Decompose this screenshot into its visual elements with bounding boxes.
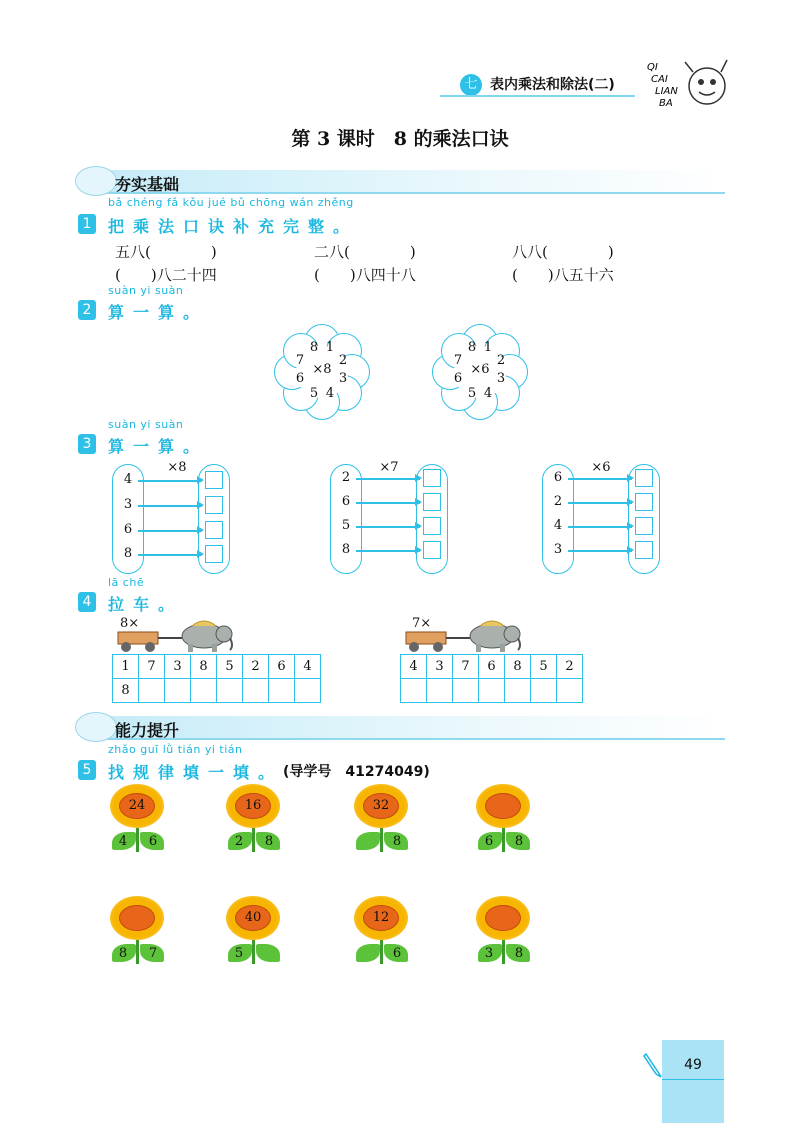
answer-box[interactable] xyxy=(423,493,441,511)
answer-box[interactable] xyxy=(635,517,653,535)
petal-number: 3 xyxy=(496,371,506,386)
grid-cell: 8 xyxy=(113,679,139,703)
sunflower-center[interactable] xyxy=(485,793,521,819)
grid-cell[interactable] xyxy=(217,679,243,703)
pencil-icon xyxy=(642,1050,664,1080)
q5-guide-number: (导学号 41274049) xyxy=(283,764,430,780)
grid-cell[interactable] xyxy=(531,679,557,703)
q2-pinyin: suàn yi suàn xyxy=(108,284,184,297)
logo-text: LIAN xyxy=(655,86,678,97)
mapping-input: 8 xyxy=(341,542,351,557)
q1-instruction: 把乘法口诀补充完整。 xyxy=(108,217,359,236)
petal-number: 5 xyxy=(467,386,477,401)
sunflower-puzzle xyxy=(108,784,168,854)
petal-number: 2 xyxy=(496,353,506,368)
series-logo xyxy=(645,48,730,118)
train-2-grid xyxy=(400,654,583,703)
mapping-operator: ×6 xyxy=(591,460,611,475)
answer-box[interactable] xyxy=(423,517,441,535)
cloud-mascot-icon xyxy=(75,166,117,196)
left-leaf-value: 8 xyxy=(118,946,128,961)
grid-cell[interactable] xyxy=(191,679,217,703)
logo-text: BA xyxy=(659,98,673,109)
grid-cell[interactable] xyxy=(427,679,453,703)
mapping-input: 5 xyxy=(341,518,351,533)
right-leaf-value: 6 xyxy=(392,946,402,961)
section-banner-basic xyxy=(75,166,725,196)
sunflower-puzzle xyxy=(224,896,284,966)
petal-number: 8 xyxy=(467,340,477,355)
mapping-operator: ×7 xyxy=(379,460,399,475)
center-value: 32 xyxy=(372,798,390,813)
petal-number: 4 xyxy=(325,386,335,401)
q1-blank-4[interactable]: ( )八二十四 xyxy=(115,266,217,284)
right-leaf-value: 8 xyxy=(392,834,402,849)
answer-box[interactable] xyxy=(423,469,441,487)
center-value: 12 xyxy=(372,910,390,925)
q5-pinyin: zhǎo guī lǜ tián yi tián xyxy=(108,743,243,756)
q4-instruction: 拉车。 xyxy=(108,595,184,614)
left-leaf-value: 4 xyxy=(118,834,128,849)
q3-instruction: 算一算。 xyxy=(108,437,209,456)
sunflower-puzzle xyxy=(224,784,284,854)
answer-box[interactable] xyxy=(635,541,653,559)
q2-instruction: 算一算。 xyxy=(108,303,209,322)
page-tab-line xyxy=(662,1079,724,1080)
petal-number: 6 xyxy=(295,371,305,386)
q3-pinyin: suàn yi suàn xyxy=(108,418,184,431)
left-leaf-value: 5 xyxy=(234,946,244,961)
grid-cell: 6 xyxy=(479,655,505,679)
q1-blank-5[interactable]: ( )八四十八 xyxy=(314,266,416,284)
petal-number: 7 xyxy=(453,353,463,368)
petal-number: 4 xyxy=(483,386,493,401)
mapping-input: 2 xyxy=(553,494,563,509)
right-leaf-value: 8 xyxy=(514,946,524,961)
sunflower-puzzle xyxy=(108,896,168,966)
logo-text: QI xyxy=(647,62,658,73)
grid-cell: 7 xyxy=(139,655,165,679)
calc-flower-1 xyxy=(274,324,370,420)
left-leaf-value: 6 xyxy=(484,834,494,849)
mapping-input: 2 xyxy=(341,470,351,485)
center-value: 16 xyxy=(244,798,262,813)
mapping-input: 4 xyxy=(553,518,563,533)
q4-pinyin: lā chē xyxy=(108,576,145,589)
right-leaf-value: 8 xyxy=(264,834,274,849)
sunflower-puzzle xyxy=(474,896,534,966)
sunflower-puzzle xyxy=(352,784,412,854)
train-1-grid xyxy=(112,654,321,703)
grid-cell[interactable] xyxy=(505,679,531,703)
section-title: 能力提升 xyxy=(115,721,180,740)
petal-number: 1 xyxy=(483,340,493,355)
q1-blank-1[interactable]: 五八( ) xyxy=(115,243,217,261)
sunflower-center[interactable] xyxy=(485,905,521,931)
page-number: 49 xyxy=(684,1057,702,1073)
answer-box[interactable] xyxy=(205,471,223,489)
answer-box[interactable] xyxy=(635,493,653,511)
flower-operator: ×8 xyxy=(312,362,332,377)
mapping-input: 6 xyxy=(553,470,563,485)
right-leaf-value: 6 xyxy=(148,834,158,849)
q4-number: 4 xyxy=(78,592,96,612)
grid-cell[interactable] xyxy=(243,679,269,703)
grid-cell: 4 xyxy=(401,655,427,679)
grid-cell: 8 xyxy=(505,655,531,679)
section-banner-advanced xyxy=(75,712,725,742)
center-value: 24 xyxy=(128,798,146,813)
right-leaf-value: 8 xyxy=(514,834,524,849)
answer-box[interactable] xyxy=(205,521,223,539)
answer-box[interactable] xyxy=(205,545,223,563)
elephant-cart-icon xyxy=(112,614,342,654)
left-leaf-value: 3 xyxy=(484,946,494,961)
elephant-cart-icon xyxy=(400,614,630,654)
q3-number: 3 xyxy=(78,434,96,454)
q1-blank-2[interactable]: 二八( ) xyxy=(314,243,416,261)
q1-pinyin: bǎ chéng fǎ kǒu jué bǔ chōng wán zhěng xyxy=(108,196,354,209)
grid-cell: 8 xyxy=(191,655,217,679)
petal-number: 1 xyxy=(325,340,335,355)
q1-blank-3[interactable]: 八八( ) xyxy=(512,243,614,261)
petal-number: 5 xyxy=(309,386,319,401)
page-number-tab xyxy=(662,1040,724,1123)
grid-cell[interactable] xyxy=(139,679,165,703)
answer-box[interactable] xyxy=(635,469,653,487)
mapping-group-3 xyxy=(540,460,665,576)
grid-cell[interactable] xyxy=(165,679,191,703)
grid-cell: 2 xyxy=(557,655,583,679)
grid-cell: 5 xyxy=(531,655,557,679)
q5-instruction: 找规律填一填。 xyxy=(108,763,284,782)
logo-mascot-icon xyxy=(645,48,730,118)
train-1-illustration xyxy=(112,614,342,654)
petal-number: 7 xyxy=(295,353,305,368)
petal-number: 8 xyxy=(309,340,319,355)
grid-cell: 6 xyxy=(269,655,295,679)
grid-cell[interactable] xyxy=(269,679,295,703)
mapping-group-2 xyxy=(328,460,453,576)
mapping-input: 4 xyxy=(123,472,133,487)
mapping-input: 8 xyxy=(123,546,133,561)
sunflower-puzzle xyxy=(474,784,534,854)
grid-cell[interactable] xyxy=(479,679,505,703)
grid-cell: 2 xyxy=(243,655,269,679)
petal-number: 2 xyxy=(338,353,348,368)
grid-cell[interactable] xyxy=(401,679,427,703)
center-value: 40 xyxy=(244,910,262,925)
mapping-input: 3 xyxy=(123,497,133,512)
sunflower-center[interactable] xyxy=(119,905,155,931)
mapping-group-1 xyxy=(110,460,235,576)
petal-number: 6 xyxy=(453,371,463,386)
mapping-input: 6 xyxy=(341,494,351,509)
train-label: 8× xyxy=(120,616,140,631)
grid-cell: 4 xyxy=(295,655,321,679)
grid-cell: 1 xyxy=(113,655,139,679)
chapter-title: 表内乘法和除法(二) xyxy=(490,77,615,93)
header-divider xyxy=(440,95,635,97)
grid-cell[interactable] xyxy=(557,679,583,703)
logo-text: CAI xyxy=(651,74,668,85)
q5-number: 5 xyxy=(78,760,96,780)
grid-cell: 3 xyxy=(165,655,191,679)
chapter-number-badge: 七 xyxy=(460,74,482,96)
mapping-operator: ×8 xyxy=(167,460,187,475)
left-leaf-value: 2 xyxy=(234,834,244,849)
grid-cell: 5 xyxy=(217,655,243,679)
answer-box[interactable] xyxy=(423,541,441,559)
answer-box[interactable] xyxy=(205,496,223,514)
petal-number: 3 xyxy=(338,371,348,386)
calc-flower-2 xyxy=(432,324,528,420)
train-label: 7× xyxy=(412,616,432,631)
grid-cell: 7 xyxy=(453,655,479,679)
flower-operator: ×6 xyxy=(470,362,490,377)
sunflower-puzzle xyxy=(352,896,412,966)
section-title: 夯实基础 xyxy=(115,175,180,194)
grid-cell[interactable] xyxy=(295,679,321,703)
right-leaf-value: 7 xyxy=(148,946,158,961)
grid-cell: 3 xyxy=(427,655,453,679)
train-2-illustration xyxy=(400,614,630,654)
grid-cell[interactable] xyxy=(453,679,479,703)
lesson-title: 第 3 课时 8 的乘法口诀 xyxy=(291,128,509,150)
q1-number: 1 xyxy=(78,214,96,234)
cloud-mascot-icon xyxy=(75,712,117,742)
mapping-input: 3 xyxy=(553,542,563,557)
q1-blank-6[interactable]: ( )八五十六 xyxy=(512,266,614,284)
q2-number: 2 xyxy=(78,300,96,320)
mapping-input: 6 xyxy=(123,522,133,537)
